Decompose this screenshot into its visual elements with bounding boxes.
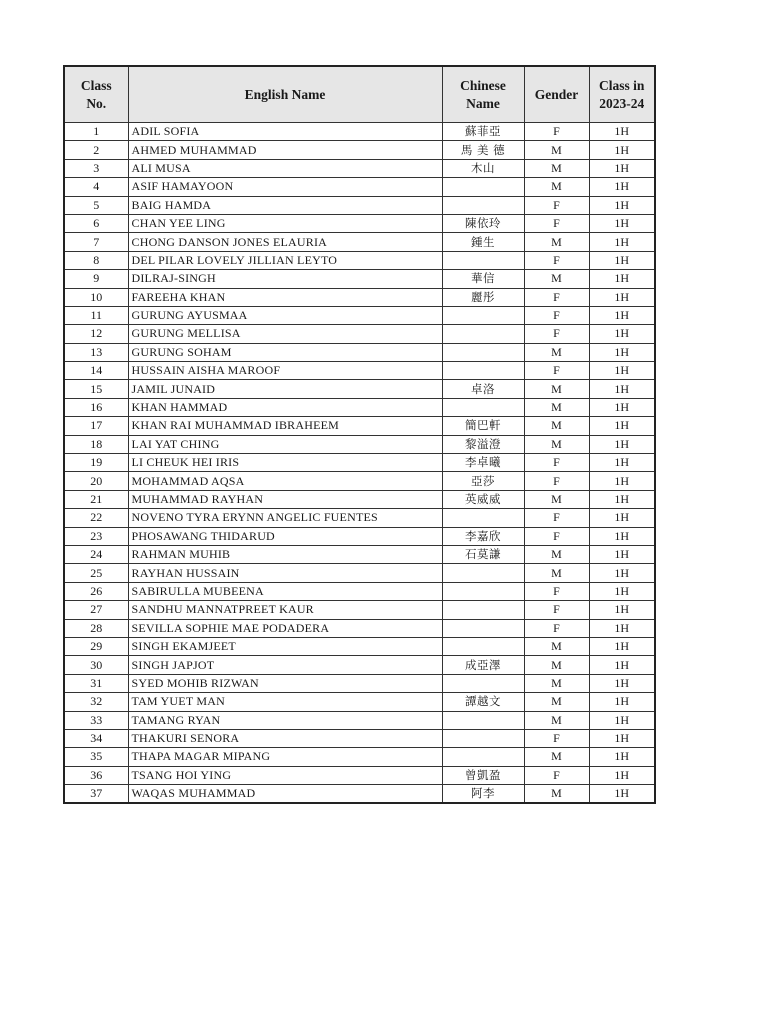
header-chinese-name <box>442 66 524 123</box>
cell-class-no: 28 <box>64 619 128 637</box>
table-row <box>64 417 655 435</box>
header-gender-line-1: Gender <box>534 86 579 102</box>
cell-class-in: 1H <box>589 527 655 545</box>
cell-chinese-name: 譚越文 <box>442 693 524 711</box>
header-row <box>64 66 655 123</box>
cell-english-name: TSANG HOI YING <box>128 766 442 784</box>
cell-gender: F <box>524 123 589 141</box>
cell-class-no: 12 <box>64 325 128 343</box>
class-list-table <box>63 65 656 804</box>
cell-class-no: 15 <box>64 380 128 398</box>
table-row <box>64 398 655 416</box>
header-class-no <box>64 66 128 123</box>
cell-chinese-name <box>442 711 524 729</box>
cell-chinese-name: 蘇菲亞 <box>442 123 524 141</box>
cell-class-no: 31 <box>64 674 128 692</box>
cell-gender: M <box>524 711 589 729</box>
cell-gender: F <box>524 362 589 380</box>
cell-chinese-name <box>442 343 524 361</box>
cell-class-in: 1H <box>589 178 655 196</box>
cell-english-name: MUHAMMAD RAYHAN <box>128 490 442 508</box>
table-row <box>64 527 655 545</box>
cell-chinese-name: 陳依玲 <box>442 214 524 232</box>
cell-class-no: 13 <box>64 343 128 361</box>
cell-gender: F <box>524 766 589 784</box>
cell-class-no: 20 <box>64 472 128 490</box>
cell-class-in: 1H <box>589 454 655 472</box>
table-row <box>64 545 655 563</box>
table-row <box>64 178 655 196</box>
cell-class-no: 1 <box>64 123 128 141</box>
table-row <box>64 159 655 177</box>
cell-class-in: 1H <box>589 141 655 159</box>
table-row <box>64 270 655 288</box>
cell-chinese-name: 鍾生 <box>442 233 524 251</box>
cell-english-name: GURUNG SOHAM <box>128 343 442 361</box>
table-row <box>64 582 655 600</box>
table-row <box>64 123 655 141</box>
cell-english-name: GURUNG MELLISA <box>128 325 442 343</box>
table-body <box>64 123 655 804</box>
cell-chinese-name: 簡巴軒 <box>442 417 524 435</box>
cell-chinese-name <box>442 398 524 416</box>
cell-english-name: PHOSAWANG THIDARUD <box>128 527 442 545</box>
cell-class-in: 1H <box>589 435 655 453</box>
table-row <box>64 306 655 324</box>
cell-class-in: 1H <box>589 693 655 711</box>
cell-class-no: 25 <box>64 564 128 582</box>
cell-english-name: FAREEHA KHAN <box>128 288 442 306</box>
cell-gender: F <box>524 196 589 214</box>
cell-chinese-name: 石莫謙 <box>442 545 524 563</box>
cell-chinese-name <box>442 362 524 380</box>
cell-chinese-name <box>442 509 524 527</box>
cell-english-name: RAHMAN MUHIB <box>128 545 442 563</box>
cell-gender: M <box>524 343 589 361</box>
table-row <box>64 233 655 251</box>
cell-class-no: 29 <box>64 637 128 655</box>
cell-class-in: 1H <box>589 288 655 306</box>
cell-gender: M <box>524 233 589 251</box>
cell-chinese-name <box>442 251 524 269</box>
cell-class-in: 1H <box>589 637 655 655</box>
cell-class-no: 22 <box>64 509 128 527</box>
cell-class-no: 8 <box>64 251 128 269</box>
cell-gender: M <box>524 545 589 563</box>
cell-english-name: SYED MOHIB RIZWAN <box>128 674 442 692</box>
header-chinese-name-line-1: Chinese <box>460 77 506 93</box>
cell-chinese-name <box>442 564 524 582</box>
cell-english-name: THAKURI SENORA <box>128 729 442 747</box>
cell-class-in: 1H <box>589 417 655 435</box>
cell-chinese-name: 馬 美 德 <box>442 141 524 159</box>
cell-class-in: 1H <box>589 748 655 766</box>
cell-class-no: 33 <box>64 711 128 729</box>
cell-chinese-name: 李卓曦 <box>442 454 524 472</box>
cell-class-no: 6 <box>64 214 128 232</box>
table-row <box>64 711 655 729</box>
cell-class-in: 1H <box>589 582 655 600</box>
cell-gender: F <box>524 472 589 490</box>
cell-class-no: 36 <box>64 766 128 784</box>
cell-english-name: SEVILLA SOPHIE MAE PODADERA <box>128 619 442 637</box>
cell-english-name: TAM YUET MAN <box>128 693 442 711</box>
cell-class-in: 1H <box>589 564 655 582</box>
header-class-no-line-2: No. <box>86 95 107 111</box>
table-row <box>64 729 655 747</box>
cell-class-in: 1H <box>589 325 655 343</box>
cell-class-in: 1H <box>589 159 655 177</box>
cell-english-name: CHONG DANSON JONES ELAURIA <box>128 233 442 251</box>
cell-gender: M <box>524 656 589 674</box>
cell-gender: F <box>524 527 589 545</box>
cell-gender: F <box>524 214 589 232</box>
cell-english-name: DEL PILAR LOVELY JILLIAN LEYTO <box>128 251 442 269</box>
cell-gender: F <box>524 251 589 269</box>
header-class-no-line-1: Class <box>80 77 112 93</box>
cell-gender: F <box>524 325 589 343</box>
table-row <box>64 251 655 269</box>
cell-class-no: 35 <box>64 748 128 766</box>
table-row <box>64 619 655 637</box>
cell-class-in: 1H <box>589 729 655 747</box>
cell-class-in: 1H <box>589 306 655 324</box>
header-english-name <box>128 66 442 123</box>
cell-english-name: KHAN RAI MUHAMMAD IBRAHEEM <box>128 417 442 435</box>
cell-class-in: 1H <box>589 545 655 563</box>
cell-gender: M <box>524 435 589 453</box>
table-row <box>64 362 655 380</box>
header-gender <box>524 66 589 123</box>
cell-class-in: 1H <box>589 270 655 288</box>
header-class-in-line-1: Class in <box>599 77 645 93</box>
cell-chinese-name: 英威威 <box>442 490 524 508</box>
cell-class-no: 2 <box>64 141 128 159</box>
cell-english-name: NOVENO TYRA ERYNN ANGELIC FUENTES <box>128 509 442 527</box>
cell-english-name: GURUNG AYUSMAA <box>128 306 442 324</box>
table-row <box>64 656 655 674</box>
cell-gender: M <box>524 398 589 416</box>
cell-english-name: SINGH JAPJOT <box>128 656 442 674</box>
cell-gender: M <box>524 490 589 508</box>
cell-chinese-name: 麗彤 <box>442 288 524 306</box>
cell-english-name: AHMED MUHAMMAD <box>128 141 442 159</box>
cell-chinese-name <box>442 325 524 343</box>
table-row <box>64 141 655 159</box>
table-row <box>64 509 655 527</box>
cell-chinese-name: 華信 <box>442 270 524 288</box>
cell-chinese-name <box>442 619 524 637</box>
cell-class-in: 1H <box>589 601 655 619</box>
table-row <box>64 380 655 398</box>
cell-class-in: 1H <box>589 343 655 361</box>
table-header <box>64 66 655 123</box>
cell-english-name: SINGH EKAMJEET <box>128 637 442 655</box>
cell-english-name: SANDHU MANNATPREET KAUR <box>128 601 442 619</box>
cell-class-no: 26 <box>64 582 128 600</box>
table-row <box>64 785 655 804</box>
cell-chinese-name: 阿李 <box>442 785 524 804</box>
cell-class-in: 1H <box>589 380 655 398</box>
cell-english-name: THAPA MAGAR MIPANG <box>128 748 442 766</box>
cell-class-no: 27 <box>64 601 128 619</box>
cell-gender: M <box>524 159 589 177</box>
table-row <box>64 325 655 343</box>
cell-english-name: BAIG HAMDA <box>128 196 442 214</box>
cell-class-in: 1H <box>589 123 655 141</box>
table-row <box>64 454 655 472</box>
cell-chinese-name: 木山 <box>442 159 524 177</box>
cell-gender: F <box>524 288 589 306</box>
cell-english-name: ALI MUSA <box>128 159 442 177</box>
cell-gender: M <box>524 141 589 159</box>
cell-class-no: 21 <box>64 490 128 508</box>
cell-class-in: 1H <box>589 619 655 637</box>
table-row <box>64 288 655 306</box>
cell-english-name: RAYHAN HUSSAIN <box>128 564 442 582</box>
cell-chinese-name: 亞莎 <box>442 472 524 490</box>
table-row <box>64 748 655 766</box>
cell-chinese-name: 卓洛 <box>442 380 524 398</box>
cell-english-name: CHAN YEE LING <box>128 214 442 232</box>
cell-gender: M <box>524 417 589 435</box>
cell-chinese-name <box>442 637 524 655</box>
table-row <box>64 196 655 214</box>
cell-gender: F <box>524 601 589 619</box>
table-row <box>64 693 655 711</box>
cell-class-no: 10 <box>64 288 128 306</box>
cell-chinese-name: 黎溢澄 <box>442 435 524 453</box>
table-row <box>64 472 655 490</box>
cell-gender: M <box>524 380 589 398</box>
cell-class-no: 5 <box>64 196 128 214</box>
cell-english-name: HUSSAIN AISHA MAROOF <box>128 362 442 380</box>
cell-class-no: 4 <box>64 178 128 196</box>
header-english-name-line-1: English Name <box>244 86 326 102</box>
cell-class-in: 1H <box>589 251 655 269</box>
cell-class-no: 18 <box>64 435 128 453</box>
cell-class-no: 24 <box>64 545 128 563</box>
cell-gender: F <box>524 582 589 600</box>
cell-gender: F <box>524 619 589 637</box>
cell-english-name: ADIL SOFIA <box>128 123 442 141</box>
cell-chinese-name: 李嘉欣 <box>442 527 524 545</box>
cell-chinese-name <box>442 729 524 747</box>
cell-class-no: 32 <box>64 693 128 711</box>
cell-class-no: 34 <box>64 729 128 747</box>
cell-gender: M <box>524 674 589 692</box>
cell-english-name: DILRAJ-SINGH <box>128 270 442 288</box>
cell-class-no: 3 <box>64 159 128 177</box>
header-class-in-line-2: 2023-24 <box>599 95 645 111</box>
cell-chinese-name: 成亞澤 <box>442 656 524 674</box>
table-row <box>64 435 655 453</box>
header-chinese-name-line-2: Name <box>466 95 500 111</box>
cell-gender: F <box>524 729 589 747</box>
cell-class-no: 17 <box>64 417 128 435</box>
header-class-in <box>589 66 655 123</box>
cell-chinese-name: 曾凱盈 <box>442 766 524 784</box>
cell-class-in: 1H <box>589 398 655 416</box>
cell-chinese-name <box>442 601 524 619</box>
cell-chinese-name <box>442 178 524 196</box>
cell-class-no: 11 <box>64 306 128 324</box>
cell-english-name: MOHAMMAD AQSA <box>128 472 442 490</box>
cell-gender: M <box>524 270 589 288</box>
cell-class-in: 1H <box>589 674 655 692</box>
cell-class-no: 19 <box>64 454 128 472</box>
cell-english-name: KHAN HAMMAD <box>128 398 442 416</box>
cell-english-name: JAMIL JUNAID <box>128 380 442 398</box>
table-row <box>64 214 655 232</box>
cell-gender: F <box>524 306 589 324</box>
cell-class-in: 1H <box>589 711 655 729</box>
table-row <box>64 343 655 361</box>
cell-class-in: 1H <box>589 362 655 380</box>
cell-chinese-name <box>442 196 524 214</box>
cell-gender: F <box>524 454 589 472</box>
cell-chinese-name <box>442 748 524 766</box>
cell-english-name: WAQAS MUHAMMAD <box>128 785 442 804</box>
cell-english-name: TAMANG RYAN <box>128 711 442 729</box>
cell-english-name: ASIF HAMAYOON <box>128 178 442 196</box>
cell-english-name: LI CHEUK HEI IRIS <box>128 454 442 472</box>
cell-class-in: 1H <box>589 766 655 784</box>
table-row <box>64 637 655 655</box>
cell-class-in: 1H <box>589 472 655 490</box>
cell-gender: F <box>524 509 589 527</box>
cell-class-in: 1H <box>589 196 655 214</box>
cell-class-in: 1H <box>589 214 655 232</box>
cell-class-in: 1H <box>589 233 655 251</box>
cell-gender: M <box>524 637 589 655</box>
cell-gender: M <box>524 178 589 196</box>
cell-class-no: 37 <box>64 785 128 804</box>
cell-class-no: 7 <box>64 233 128 251</box>
table-row <box>64 490 655 508</box>
cell-class-no: 14 <box>64 362 128 380</box>
cell-gender: M <box>524 693 589 711</box>
table-row <box>64 674 655 692</box>
cell-gender: M <box>524 748 589 766</box>
table-row <box>64 564 655 582</box>
cell-class-no: 23 <box>64 527 128 545</box>
table-row <box>64 601 655 619</box>
cell-gender: M <box>524 785 589 804</box>
cell-class-in: 1H <box>589 490 655 508</box>
cell-chinese-name <box>442 674 524 692</box>
cell-class-in: 1H <box>589 785 655 804</box>
cell-chinese-name <box>442 582 524 600</box>
table-row <box>64 766 655 784</box>
cell-class-in: 1H <box>589 656 655 674</box>
cell-class-no: 16 <box>64 398 128 416</box>
cell-chinese-name <box>442 306 524 324</box>
cell-class-no: 30 <box>64 656 128 674</box>
cell-class-in: 1H <box>589 509 655 527</box>
cell-english-name: LAI YAT CHING <box>128 435 442 453</box>
cell-class-no: 9 <box>64 270 128 288</box>
cell-gender: M <box>524 564 589 582</box>
cell-english-name: SABIRULLA MUBEENA <box>128 582 442 600</box>
